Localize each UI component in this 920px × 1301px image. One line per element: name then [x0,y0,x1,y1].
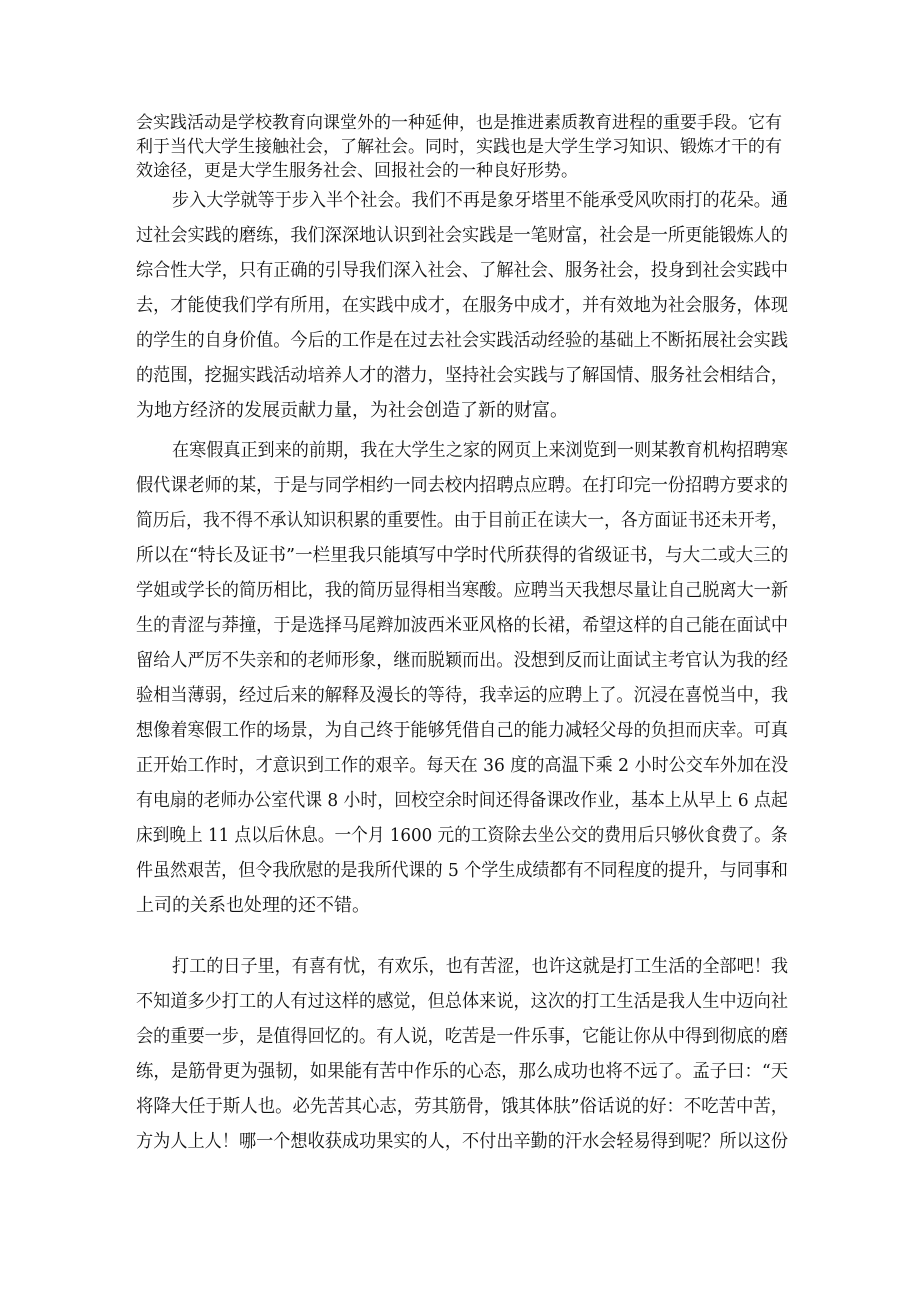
text-line: 方为人上人！哪一个想收获成功果实的人，不付出辛勤的汗水会轻易得到呢？所以这份 [136,1131,788,1152]
text-line: 打工的日子里，有喜有忧，有欢乐，也有苦涩，也许这就是打工生活的全部吧！我 [172,956,788,977]
text-line: 练，是筋骨更为强韧，如果能有苦中作乐的心态，那么成功也将不远了。孟子曰：“天 [136,1061,789,1082]
text-line: 将降大任于斯人也。必先苦其心志，劳其筋骨，饿其体肤”俗话说的好：不吃苦中苦， [136,1096,789,1117]
text-line: 所以在“特长及证书”一栏里我只能填写中学时代所获得的省级证书，与大二或大三的 [136,545,789,566]
text-line: 正开始工作时，才意识到工作的艰辛。每天在 36 度的高温下乘 2 小时公交车外加在没 [136,755,789,776]
text-line: 假代课老师的某，于是与同学相约一同去校内招聘点应聘。在打印完一份招聘方要求的 [136,475,788,496]
text-line: 综合性大学，只有正确的引导我们深入社会、了解社会、服务社会，投身到社会实践中 [136,260,788,281]
text-line: 步入大学就等于步入半个社会。我们不再是象牙塔里不能承受风吹雨打的花朵。通 [172,190,788,211]
text-line: 有电扇的老师办公室代课 8 小时，回校空余时间还得备课改作业，基本上从早上 6 点起 [136,790,788,811]
text-line: 简历后，我不得不承认知识积累的重要性。由于目前正在读大一，各方面证书还未开考， [136,510,788,531]
text-line: 的学生的自身价值。今后的工作是在过去社会实践活动经验的基础上不断拓展社会实践 [136,330,788,351]
text-line: 会实践活动是学校教育向课堂外的一种延伸，也是推进素质教育进程的重要手段。它有 [136,113,782,133]
text-line: 生的青涩与莽撞，于是选择马尾辫加波西米亚风格的长裙，希望这样的自己能在面试中 [136,615,788,636]
text-line: 验相当薄弱，经过后来的解释及漫长的等待，我幸运的应聘上了。沉浸在喜悦当中，我 [136,685,788,706]
text-line: 过社会实践的磨练，我们深深地认识到社会实践是一笔财富，社会是一所更能锻炼人的 [136,225,788,246]
text-line: 学姐或学长的简历相比，我的简历显得相当寒酸。应聘当天我想尽量让自己脱离大一新 [136,580,788,601]
text-line: 床到晚上 11 点以后休息。一个月 1600 元的工资除去坐公交的费用后只够伙食费了。条 [136,825,788,846]
text-line: 不知道多少打工的人有过这样的感觉，但总体来说，这次的打工生活是我人生中迈向社 [136,991,788,1012]
text-line: 为地方经济的发展贡献力量，为社会创造了新的财富。 [136,400,568,421]
text-line: 在寒假真正到来的前期，我在大学生之家的网页上来浏览到一则某教育机构招聘寒 [172,440,788,461]
text-line: 利于当代大学生接触社会，了解社会。同时，实践也是大学生学习知识、锻炼才干的有 [136,137,782,157]
text-line: 效途径，更是大学生服务社会、回报社会的一种良好形势。 [136,161,578,181]
text-line: 上司的关系也处理的还不错。 [136,895,370,916]
text-line: 留给人严厉不失亲和的老师形象，继而脱颖而出。没想到反而让面试主考官认为我的经 [136,650,788,671]
text-line: 想像着寒假工作的场景，为自己终于能够凭借自己的能力减轻父母的负担而庆幸。可真 [136,720,788,741]
text-line: 件虽然艰苦，但令我欣慰的是我所代课的 5 个学生成绩都有不同程度的提升，与同事和 [136,860,788,881]
text-line: 去，才能使我们学有所用，在实践中成才，在服务中成才，并有效地为社会服务，体现 [136,295,788,316]
text-line: 的范围，挖掘实践活动培养人才的潜力，坚持社会实践与了解国情、服务社会相结合， [136,365,788,386]
text-line: 会的重要一步，是值得回忆的。有人说，吃苦是一件乐事，它能让你从中得到彻底的磨 [136,1026,788,1047]
